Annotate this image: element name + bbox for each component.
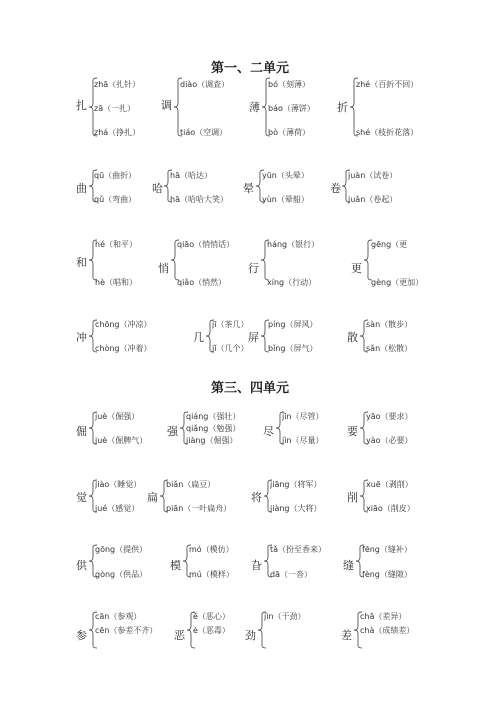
polyphone-char: 曲 (76, 182, 87, 195)
pinyin-reading: jiàng（倔强） (186, 436, 238, 445)
pinyin-reading: juè（倔强） (95, 412, 140, 421)
polyphone-char: 哈 (152, 182, 163, 195)
pinyin-reading: piān（一叶扁舟） (166, 504, 232, 513)
pinyin-reading: fēng（缝补） (362, 545, 412, 554)
pinyin-reading: jǐn（尽管） (282, 412, 324, 421)
pinyin-reading: sǎn（松散） (366, 344, 413, 353)
polyphone-char: 旮 (251, 559, 262, 572)
polyphone-char: 折 (337, 101, 348, 114)
polyphone-char: 悄 (158, 262, 169, 275)
pinyin-reading: qiāo（悄悄话） (177, 240, 235, 249)
pinyin-reading: qǔ（弯曲） (94, 195, 137, 204)
pinyin-reading: gèng（更加） (371, 278, 424, 287)
pinyin-reading: jìn（干劲） (264, 612, 306, 621)
polyphone-char: 调 (161, 99, 172, 112)
pinyin-reading: jiàng（大将） (270, 504, 322, 513)
polyphone-char: 强 (167, 425, 178, 438)
pinyin-reading: ě（恶心） (193, 612, 230, 621)
pinyin-reading: qiǎo（悄然） (177, 278, 227, 287)
pinyin-reading: hè（唱和） (95, 278, 137, 287)
pinyin-reading: juàn（试卷） (348, 171, 398, 180)
pinyin-reading: zhá（挣扎） (94, 128, 141, 137)
polyphone-char: 缝 (343, 559, 354, 572)
pinyin-reading: qiǎng（勉强） (186, 424, 241, 433)
polyphone-char: 薄 (249, 101, 260, 114)
pinyin-reading: píng（屏风） (268, 320, 318, 329)
pinyin-reading: juǎn（卷起） (348, 195, 398, 204)
pinyin-reading: gòng（供品） (95, 570, 148, 579)
pinyin-reading: báo（薄饼） (268, 104, 315, 113)
pinyin-reading: yāo（要求） (366, 412, 413, 421)
pinyin-reading: jī（茶几） (212, 320, 249, 329)
pinyin-reading: jǐ（几个） (212, 344, 249, 353)
pinyin-reading: jiāng（将军） (270, 480, 322, 489)
pinyin-reading: qiáng（强壮） (186, 412, 241, 421)
polyphone-char: 供 (76, 559, 87, 572)
pinyin-reading: cān（参观） (95, 612, 142, 621)
section-title-1-2: 第一、二单元 (210, 61, 289, 76)
pinyin-reading: shé（枝折花落） (356, 128, 419, 137)
pinyin-reading: jué（感觉） (95, 504, 140, 513)
polyphone-char: 恶 (174, 629, 185, 642)
pinyin-reading: chōng（冲凉） (95, 320, 152, 329)
pinyin-reading: qū（曲折） (94, 171, 137, 180)
polyphone-char: 散 (347, 331, 358, 344)
pinyin-reading: jìn（尽量） (282, 436, 324, 445)
pinyin-reading: tiáo（空调） (180, 128, 228, 137)
polyphone-char: 扎 (76, 99, 87, 112)
pinyin-reading: zā（一扎） (94, 104, 136, 113)
polyphone-char: 倔 (76, 425, 87, 438)
pinyin-reading: hā（哈达） (170, 171, 212, 180)
pinyin-reading: tǎ（扮至香来） (270, 545, 327, 554)
polyphone-char: 参 (76, 629, 87, 642)
pinyin-reading: dā（一沓） (270, 570, 312, 579)
polyphone-char: 冲 (76, 331, 87, 344)
polyphone-char: 更 (351, 262, 362, 275)
polyphone-char: 屏 (248, 331, 259, 344)
pinyin-reading: è（恶毒） (193, 626, 230, 635)
pinyin-reading: chà（成绩差） (360, 626, 415, 635)
polyphone-char: 和 (76, 256, 87, 269)
pinyin-reading: yūn（头晕） (262, 171, 309, 180)
pinyin-reading: xuē（剥削） (366, 480, 413, 489)
pinyin-reading: sàn（散步） (366, 320, 413, 329)
polyphone-char: 尽 (263, 425, 274, 438)
pinyin-reading: háng（银行） (267, 240, 320, 249)
pinyin-reading: bò（薄荷） (268, 128, 310, 137)
polyphone-char: 几 (193, 331, 204, 344)
pinyin-reading: zhā（扎针） (94, 80, 141, 89)
pinyin-reading: zhé（百折不回） (356, 80, 419, 89)
polyphone-char: 扁 (147, 491, 158, 504)
pinyin-reading: chā（差异） (360, 612, 407, 621)
polyphone-char: 晕 (243, 182, 254, 195)
pinyin-reading: diào（调查） (180, 80, 230, 89)
pinyin-reading: xiāo（削皮） (366, 504, 415, 513)
pinyin-reading: fèng（缝隙） (362, 570, 412, 579)
polyphone-char: 模 (170, 559, 181, 572)
pinyin-reading: gōng（提供） (95, 545, 148, 554)
polyphone-char: 觉 (76, 491, 87, 504)
pinyin-reading: mó（模仿） (189, 545, 234, 554)
polyphone-char: 行 (248, 262, 259, 275)
pinyin-reading: jiào（睡觉） (95, 480, 142, 489)
polyphone-char: 要 (347, 425, 358, 438)
pinyin-reading: yùn（晕船） (262, 195, 309, 204)
polyphone-char: 卷 (330, 182, 341, 195)
pinyin-reading: chòng（冲着） (95, 344, 152, 353)
polyphone-char: 差 (341, 629, 352, 642)
pinyin-reading: bǐng（屏气） (268, 344, 318, 353)
pinyin-reading: hé（和平） (95, 240, 137, 249)
pinyin-reading: cēn（参差不齐） (95, 626, 158, 635)
section-title-3-4: 第三、四单元 (210, 381, 289, 396)
pinyin-reading: yào（必要） (366, 436, 413, 445)
pinyin-reading: xíng（行动） (267, 278, 317, 287)
pinyin-reading: biǎn（扁豆） (166, 480, 216, 489)
pinyin-reading: bó（刻薄） (268, 80, 310, 89)
polyphone-char: 削 (347, 491, 358, 504)
polyphone-char: 劲 (245, 629, 256, 642)
pinyin-reading: mú（模样） (189, 570, 234, 579)
pinyin-reading: hā（哈哈大笑） (170, 195, 228, 204)
pinyin-reading: gēng（更 (371, 240, 408, 249)
pinyin-reading: juè（倔脾气） (95, 436, 148, 445)
polyphone-char: 将 (251, 491, 262, 504)
